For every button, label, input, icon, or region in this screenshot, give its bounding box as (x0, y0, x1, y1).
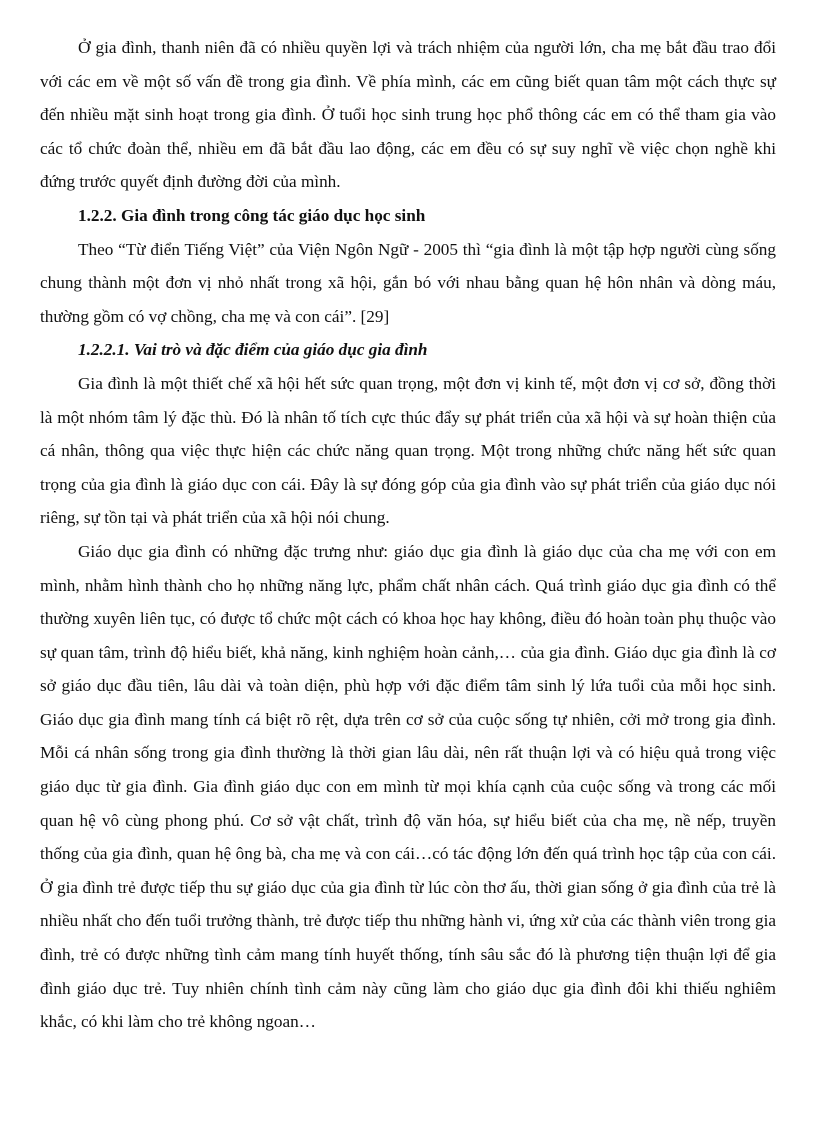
document-page (40, 31, 776, 1039)
paragraph-family-definition: Theo “Từ điển Tiếng Việt” của Viện Ngôn Ngữ - 2005 thì “gia đình là một tập hợp người cùng sống chung thành một đơn vị nhỏ nhất trong xã hội, gắn bó với nhau bằng quan hệ hôn nhân và dòng máu, thường gồm có vợ chồng, cha mẹ và con cái”. [29] (40, 239, 776, 326)
section-heading-1-2-2: 1.2.2. Gia đình trong công tác giáo dục học sinh (78, 205, 426, 225)
paragraph-family-role: Gia đình là một thiết chế xã hội hết sức quan trọng, một đơn vị kinh tế, một đơn vị cơ sở, đồng thời là một nhóm tâm lý đặc thù. Đó là nhân tố tích cực thúc đẩy sự phát triển của xã hội và sự hoàn thiện của cá nhân, thông qua việc thực hiện các chức năng quan trọng. Một trong những chức năng hết sức quan trọng của gia đình là giáo dục con cái. Đây là sự đóng góp của gia đình vào sự phát triển của giáo dục nói riêng, sự tồn tại và phát triển của xã hội nói chung. (40, 373, 776, 528)
paragraph-family-education-traits: Giáo dục gia đình có những đặc trưng như: giáo dục gia đình là giáo dục của cha mẹ với con em mình, nhằm hình thành cho họ những năng lực, phẩm chất nhân cách. Quá trình giáo dục gia đình có thể thường xuyên liên tục, có được tổ chức một cách có khoa học hay không, điều đó hoàn toàn phụ thuộc vào sự quan tâm, trình độ hiểu biết, khả năng, kinh nghiệm hoàn cảnh,… của gia đình. Giáo dục gia đình là cơ sở giáo dục đầu tiên, lâu dài và toàn diện, phù hợp với đặc điểm tâm sinh lý lứa tuổi của mỗi học sinh. Giáo dục gia đình mang tính cá biệt rõ rệt, dựa trên cơ sở của cuộc sống tự nhiên, cởi mở trong gia đình. Mỗi cá nhân sống trong gia đình thường là thời gian lâu dài, nên rất thuận lợi và có hiệu quả trong việc giáo dục từ gia đình. Gia đình giáo dục con em mình từ mọi khía cạnh của cuộc sống và trong các mối quan hệ vô cùng phong phú. Cơ sở vật chất, trình độ văn hóa, sự hiểu biết của cha mẹ, nề nếp, truyền thống của gia đình, quan hệ ông bà, cha mẹ và con cái…có tác động lớn đến quá trình học tập của con cái. Ở gia đình trẻ được tiếp thu sự giáo dục của gia đình từ lúc còn thơ ấu, thời gian sống ở gia đình của trẻ là nhiều nhất cho đến tuổi trưởng thành, trẻ được tiếp thu những hành vi, ứng xử của các thành viên trong gia đình, trẻ có được những tình cảm mang tính huyết thống, tính sâu sắc đó là phương tiện thuận lợi để gia đình giáo dục trẻ. Tuy nhiên chính tình cảm này cũng làm cho giáo dục gia đình đôi khi thiếu nghiêm khắc, có khi làm cho trẻ không ngoan… (40, 541, 776, 1032)
paragraph-youth-in-family: Ở gia đình, thanh niên đã có nhiều quyền lợi và trách nhiệm của người lớn, cha mẹ bắt đầu trao đổi với các em về một số vấn đề trong gia đình. Về phía mình, các em cũng biết quan tâm một cách thực sự đến nhiều mặt sinh hoạt trong gia đình. Ở tuổi học sinh trung học phổ thông các em có thể tham gia vào các tổ chức đoàn thể, nhiều em đã bắt đầu lao động, các em đều có sự suy nghĩ về việc chọn nghề khi đứng trước quyết định đường đời của mình. (40, 38, 776, 192)
subsection-heading-1-2-2-1: 1.2.2.1. Vai trò và đặc điểm của giáo dục gia đình (78, 340, 428, 360)
